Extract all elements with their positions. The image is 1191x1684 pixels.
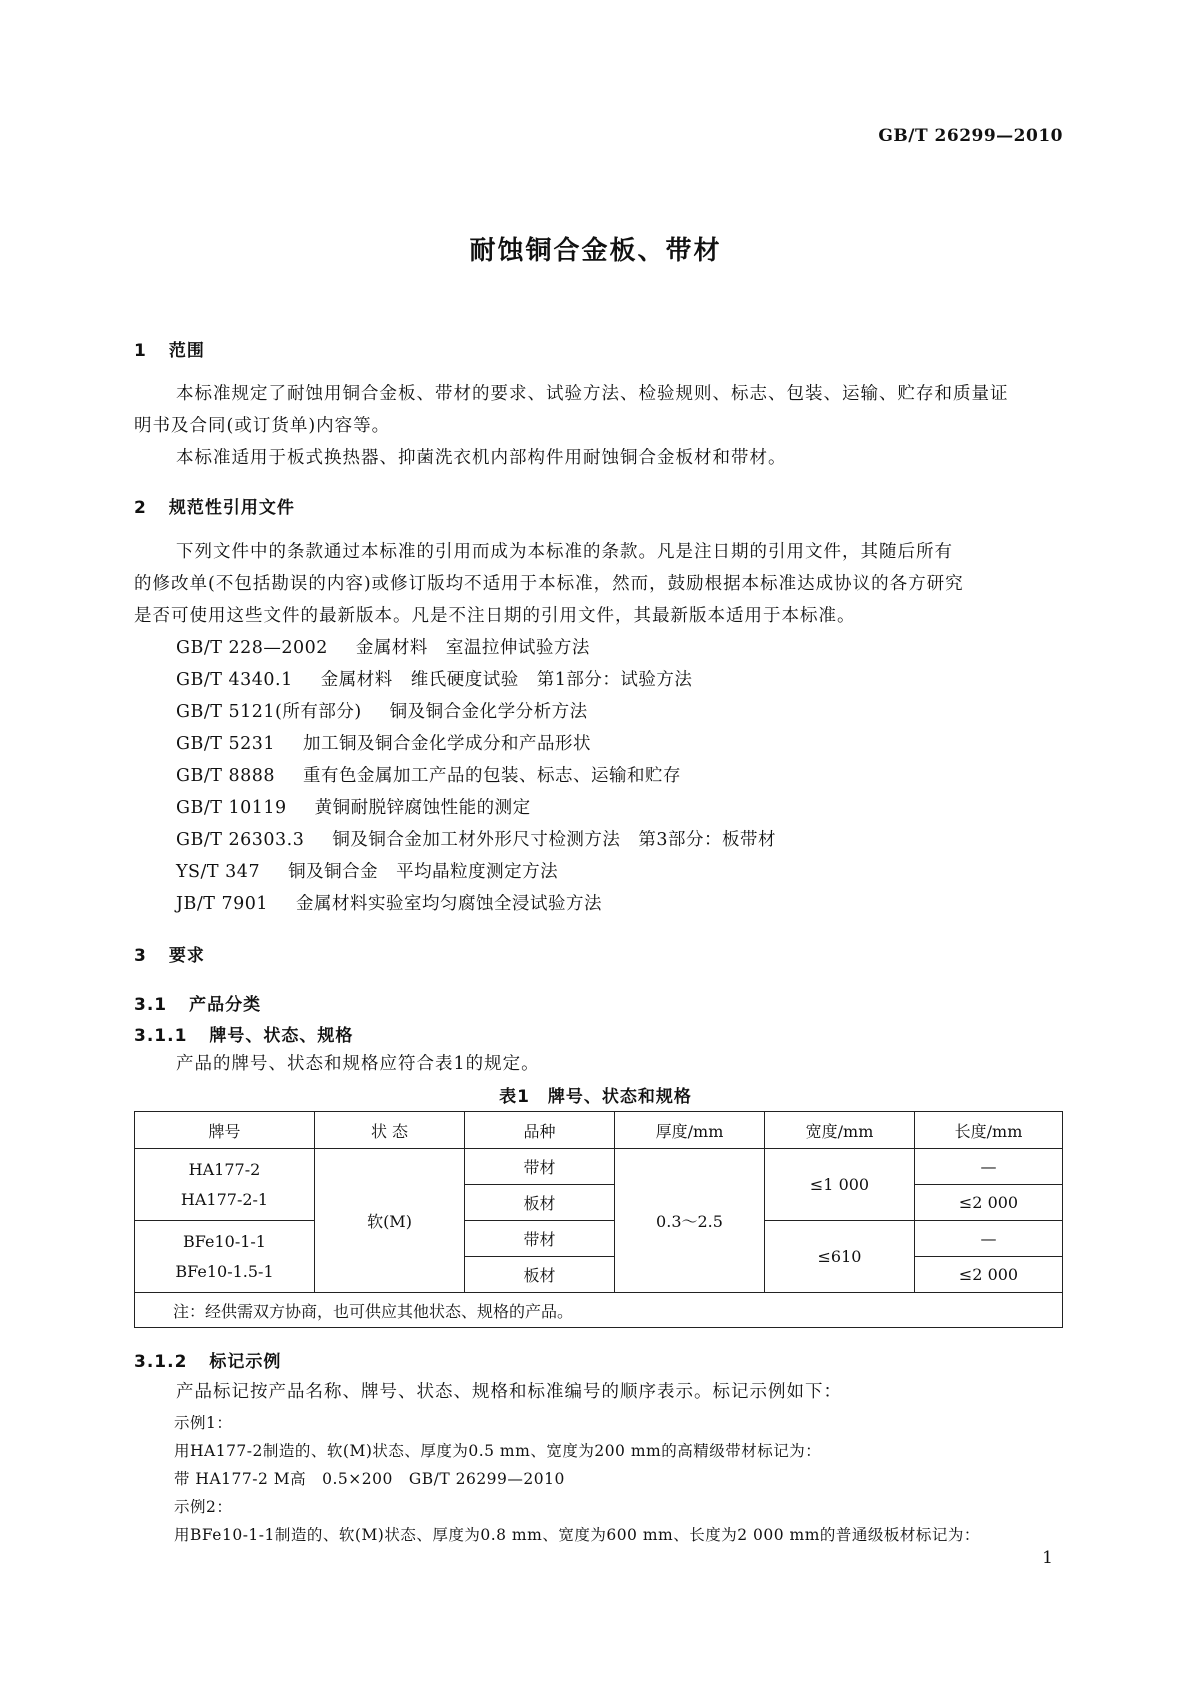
section-1-heading: 1 范围: [134, 341, 205, 361]
width-cell: ≤610: [765, 1221, 915, 1293]
header-cell: 牌号: [135, 1112, 315, 1149]
section-1-paragraph-2: 本标准适用于板式换热器、抑菌洗衣机内部构件用耐蚀铜合金板材和带材。: [176, 448, 787, 468]
reference-item: YS/T 347 铜及铜合金 平均晶粒度测定方法: [176, 862, 559, 882]
section-3-heading: 3 要求: [134, 946, 205, 966]
width-cell: ≤1 000: [765, 1149, 915, 1221]
length-cell: —: [915, 1221, 1063, 1257]
header-cell: 宽度/mm: [765, 1112, 915, 1149]
reference-item: GB/T 10119 黄铜耐脱锌腐蚀性能的测定: [176, 798, 531, 818]
header-cell: 品种: [465, 1112, 615, 1149]
reference-item: JB/T 7901 金属材料实验室均匀腐蚀全浸试验方法: [176, 894, 603, 914]
example-1-label: 示例1：: [174, 1414, 233, 1432]
table-row: [135, 1221, 1063, 1257]
table-row: [135, 1149, 1063, 1185]
length-cell: ≤2 000: [915, 1185, 1063, 1221]
table-1: [134, 1111, 1063, 1328]
product-cell: 板材: [465, 1185, 615, 1221]
length-cell: ≤2 000: [915, 1257, 1063, 1293]
example-2-label: 示例2：: [174, 1498, 233, 1516]
section-3-1-2-paragraph: 产品标记按产品名称、牌号、状态、规格和标准编号的顺序表示。标记示例如下：: [176, 1382, 842, 1402]
section-2-paragraph-line-1: 下列文件中的条款通过本标准的引用而成为本标准的条款。凡是注日期的引用文件，其随后所有: [176, 542, 953, 562]
section-2-heading: 2 规范性引用文件: [134, 498, 295, 518]
page-number: 1: [1042, 1548, 1053, 1568]
reference-item: GB/T 8888 重有色金属加工产品的包装、标志、运输和贮存: [176, 766, 682, 786]
table-note-row: [135, 1293, 1063, 1328]
reference-item: GB/T 5121(所有部分) 铜及铜合金化学分析方法: [176, 702, 588, 722]
table-note: 注：经供需双方协商，也可供应其他状态、规格的产品。: [135, 1293, 1063, 1328]
section-3-1-heading: 3.1 产品分类: [134, 995, 262, 1015]
document-title: 耐蚀铜合金板、带材: [469, 236, 722, 266]
section-2-paragraph-line-2: 的修改单(不包括勘误的内容)或修订版均不适用于本标准，然而，鼓励根据本标准达成协议的各方研究: [134, 574, 964, 594]
section-3-1-1-heading: 3.1.1 牌号、状态、规格: [134, 1026, 354, 1046]
example-2-line-1: 用BFe10-1-1制造的、软(M)状态、厚度为0.8 mm、宽度为600 mm、长度为2 000 mm的普通级板材标记为：: [174, 1526, 980, 1544]
reference-item: GB/T 228—2002 金属材料 室温拉伸试验方法: [176, 638, 590, 658]
section-1-paragraph-1-line-1: 本标准规定了耐蚀用铜合金板、带材的要求、试验方法、检验规则、标志、包装、运输、贮存和质量证: [176, 384, 1009, 404]
table-header-row: [135, 1112, 1063, 1149]
length-cell: —: [915, 1149, 1063, 1185]
section-2-paragraph-line-3: 是否可使用这些文件的最新版本。凡是不注日期的引用文件，其最新版本适用于本标准。: [134, 606, 856, 626]
product-cell: 带材: [465, 1221, 615, 1257]
header-cell: 状 态: [315, 1112, 465, 1149]
reference-item: GB/T 5231 加工铜及铜合金化学成分和产品形状: [176, 734, 592, 754]
temper-cell: 软(M): [315, 1149, 465, 1293]
table-1-caption: 表1 牌号、状态和规格: [499, 1087, 692, 1107]
reference-item: GB/T 4340.1 金属材料 维氏硬度试验 第1部分：试验方法: [176, 670, 693, 690]
product-cell: 带材: [465, 1149, 615, 1185]
example-1-line-1: 用HA177-2制造的、软(M)状态、厚度为0.5 mm、宽度为200 mm的高精级带材标记为：: [174, 1442, 822, 1460]
section-3-1-1-paragraph: 产品的牌号、状态和规格应符合表1的规定。: [176, 1054, 540, 1074]
grade-cell: HA177-2 HA177-2-1: [135, 1149, 315, 1221]
header-cell: 厚度/mm: [615, 1112, 765, 1149]
product-cell: 板材: [465, 1257, 615, 1293]
section-3-1-2-heading: 3.1.2 标记示例: [134, 1352, 282, 1372]
standard-code: GB/T 26299—2010: [878, 126, 1063, 146]
header-cell: 长度/mm: [915, 1112, 1063, 1149]
section-1-paragraph-1-line-2: 明书及合同(或订货单)内容等。: [134, 416, 391, 436]
grade-cell: BFe10-1-1 BFe10-1.5-1: [135, 1221, 315, 1293]
thickness-cell: 0.3～2.5: [615, 1149, 765, 1293]
example-1-line-2: 带 HA177-2 M高 0.5×200 GB/T 26299—2010: [174, 1470, 565, 1488]
reference-item: GB/T 26303.3 铜及铜合金加工材外形尺寸检测方法 第3部分：板带材: [176, 830, 776, 850]
